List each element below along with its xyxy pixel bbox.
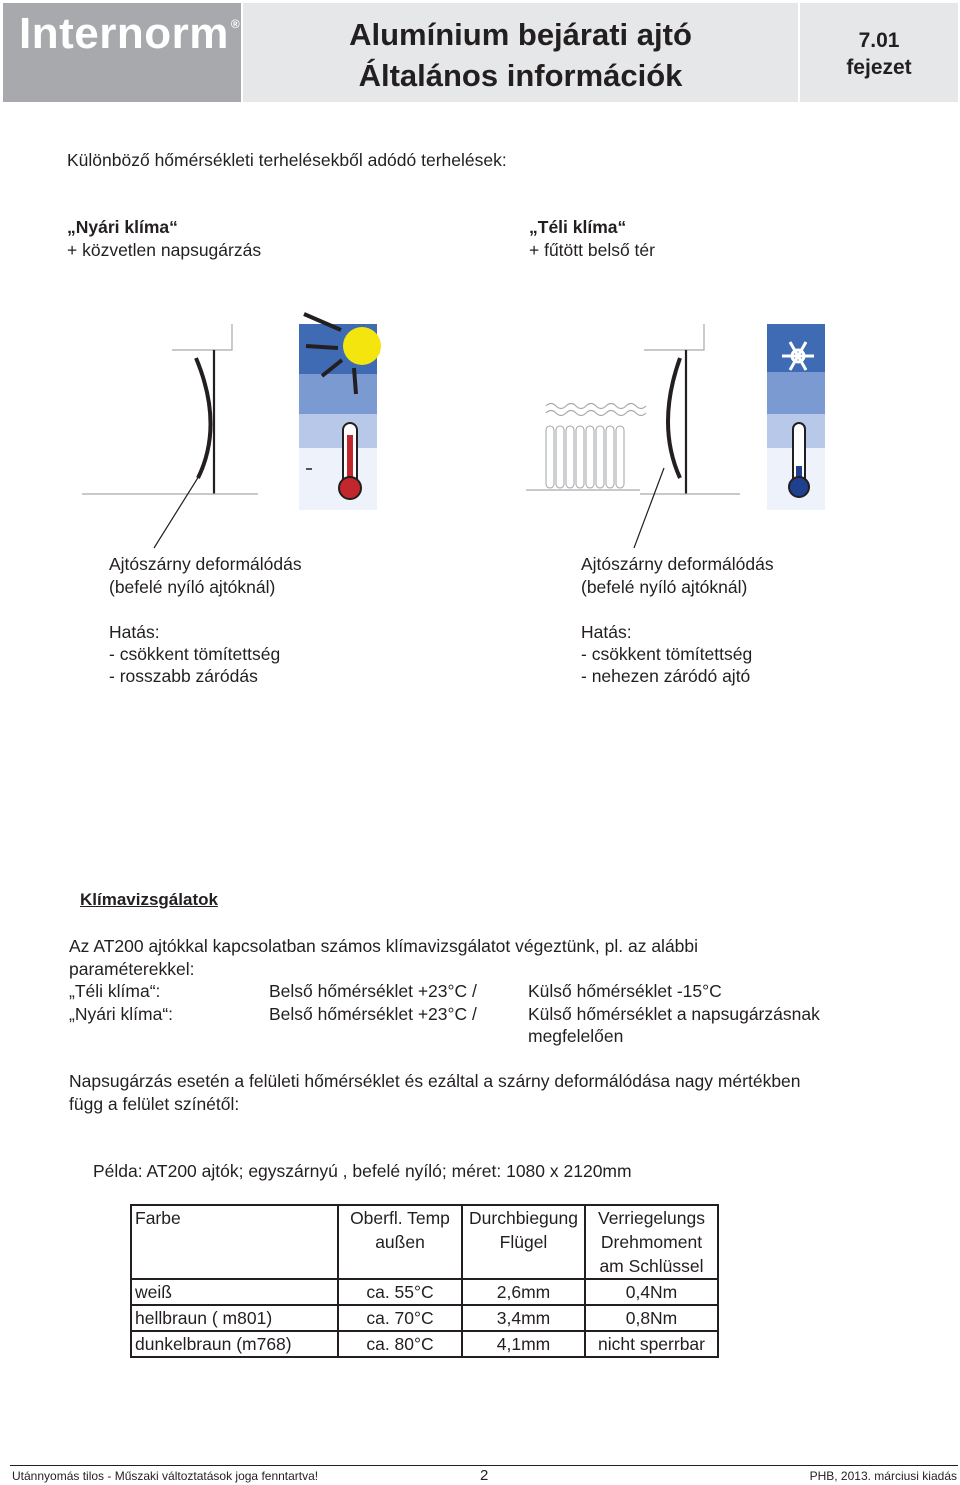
summer-heading: „Nyári klíma“ xyxy=(67,217,178,237)
summer-outer-temp: Külső hőmérséklet a napsugárzásnak xyxy=(528,1004,820,1024)
table-row xyxy=(131,1331,718,1357)
deformation-diagrams xyxy=(0,300,960,560)
table-header-row xyxy=(131,1205,718,1279)
chapter-block xyxy=(800,3,958,102)
winter-climate-label: „Téli klíma“: xyxy=(69,981,161,1001)
table-cell: ca. 70°C xyxy=(338,1305,462,1331)
table-cell: nicht sperrbar xyxy=(585,1331,718,1357)
table-cell: 3,4mm xyxy=(462,1305,585,1331)
page-title: Alumínium bejárati ajtó xyxy=(349,17,692,52)
intro-text: Különböző hőmérsékleti terhelésekből adódó terhelések: xyxy=(67,150,507,170)
table-cell: ca. 55°C xyxy=(338,1279,462,1305)
winter-inner-temp: Belső hőmérséklet +23°C / xyxy=(269,981,477,1001)
footer-edition: PHB, 2013. márciusi kiadás xyxy=(809,1469,957,1483)
section-title-climate-tests: Klímavizsgálatok xyxy=(80,890,218,909)
table-cell: hellbraun ( m801) xyxy=(131,1305,338,1331)
climate-para-line1: Az AT200 ajtókkal kapcsolatban számos klímavizsgálatot végeztünk, pl. az alábbi xyxy=(69,936,699,956)
table-cell: 0,8Nm xyxy=(585,1305,718,1331)
table-header-cell: Oberfl. Temp außen xyxy=(338,1205,462,1279)
table-cell: dunkelbraun (m768) xyxy=(131,1331,338,1357)
winter-subheading: + fűtött belső tér xyxy=(529,240,655,260)
header-brand-block xyxy=(3,3,241,102)
footer-divider xyxy=(10,1465,958,1466)
thermometer-cold-icon xyxy=(789,423,809,497)
summer-effect-label: Hatás: xyxy=(109,622,160,642)
color-note-line2: függ a felület színétől: xyxy=(69,1094,240,1114)
winter-caption-line1: Ajtószárny deformálódás xyxy=(581,554,774,574)
summer-caption-line1: Ajtószárny deformálódás xyxy=(109,554,302,574)
deflection-table xyxy=(130,1204,719,1358)
summer-effect-2: - rosszabb záródás xyxy=(109,666,258,686)
header-title-block xyxy=(243,3,798,102)
table-cell: 0,4Nm xyxy=(585,1279,718,1305)
table-header-cell: Verriegelungs Drehmoment am Schlüssel xyxy=(585,1205,718,1279)
summer-subheading: + közvetlen napsugárzás xyxy=(67,240,262,260)
winter-caption-line2: (befelé nyíló ajtóknál) xyxy=(581,577,748,597)
winter-heading: „Téli klíma“ xyxy=(529,217,627,237)
footer-copyright: Utánnyomás tilos - Műszaki változtatások joga fenntartva! xyxy=(12,1469,319,1483)
table-cell: weiß xyxy=(131,1279,338,1305)
summer-door-diagram xyxy=(82,324,258,548)
summer-climate-label: „Nyári klíma“: xyxy=(69,1004,174,1024)
radiator-icon xyxy=(526,404,646,491)
winter-effect-1: - csökkent tömítettség xyxy=(581,644,753,664)
page-subtitle: Általános információk xyxy=(358,58,683,93)
table-cell: 4,1mm xyxy=(462,1331,585,1357)
chapter-label: fejezet xyxy=(846,56,912,79)
winter-door-diagram xyxy=(634,324,740,548)
chapter-number: 7.01 xyxy=(858,29,900,52)
climate-para-line2: paraméterekkel: xyxy=(69,959,195,979)
table-row xyxy=(131,1279,718,1305)
example-text: Példa: AT200 ajtók; egyszárnyú , befelé nyíló; méret: 1080 x 2120mm xyxy=(93,1161,632,1181)
sun-thermometer-panel xyxy=(299,314,381,510)
thermometer-hot-icon xyxy=(339,423,361,499)
table-cell: 2,6mm xyxy=(462,1279,585,1305)
winter-effect-2: - nehezen záródó ajtó xyxy=(581,666,751,686)
winter-effect-label: Hatás: xyxy=(581,622,632,642)
winter-outer-temp: Külső hőmérséklet -15°C xyxy=(528,981,722,1001)
page-number: 2 xyxy=(480,1467,489,1484)
color-note-line1: Napsugárzás esetén a felületi hőmérséklet és ezáltal a szárny deformálódása nagy mértékben xyxy=(69,1071,801,1091)
brand-logo: Internorm ® xyxy=(19,9,241,58)
summer-outer-temp-cont: megfelelően xyxy=(528,1026,624,1046)
snow-thermometer-panel xyxy=(767,324,825,510)
summer-inner-temp: Belső hőmérséklet +23°C / xyxy=(269,1004,477,1024)
summer-caption-line2: (befelé nyíló ajtóknál) xyxy=(109,577,276,597)
table-header-cell: Durchbiegung Flügel xyxy=(462,1205,585,1279)
table-row xyxy=(131,1305,718,1331)
summer-effect-1: - csökkent tömítettség xyxy=(109,644,281,664)
table-header-cell: Farbe xyxy=(131,1205,338,1279)
table-cell: ca. 80°C xyxy=(338,1331,462,1357)
